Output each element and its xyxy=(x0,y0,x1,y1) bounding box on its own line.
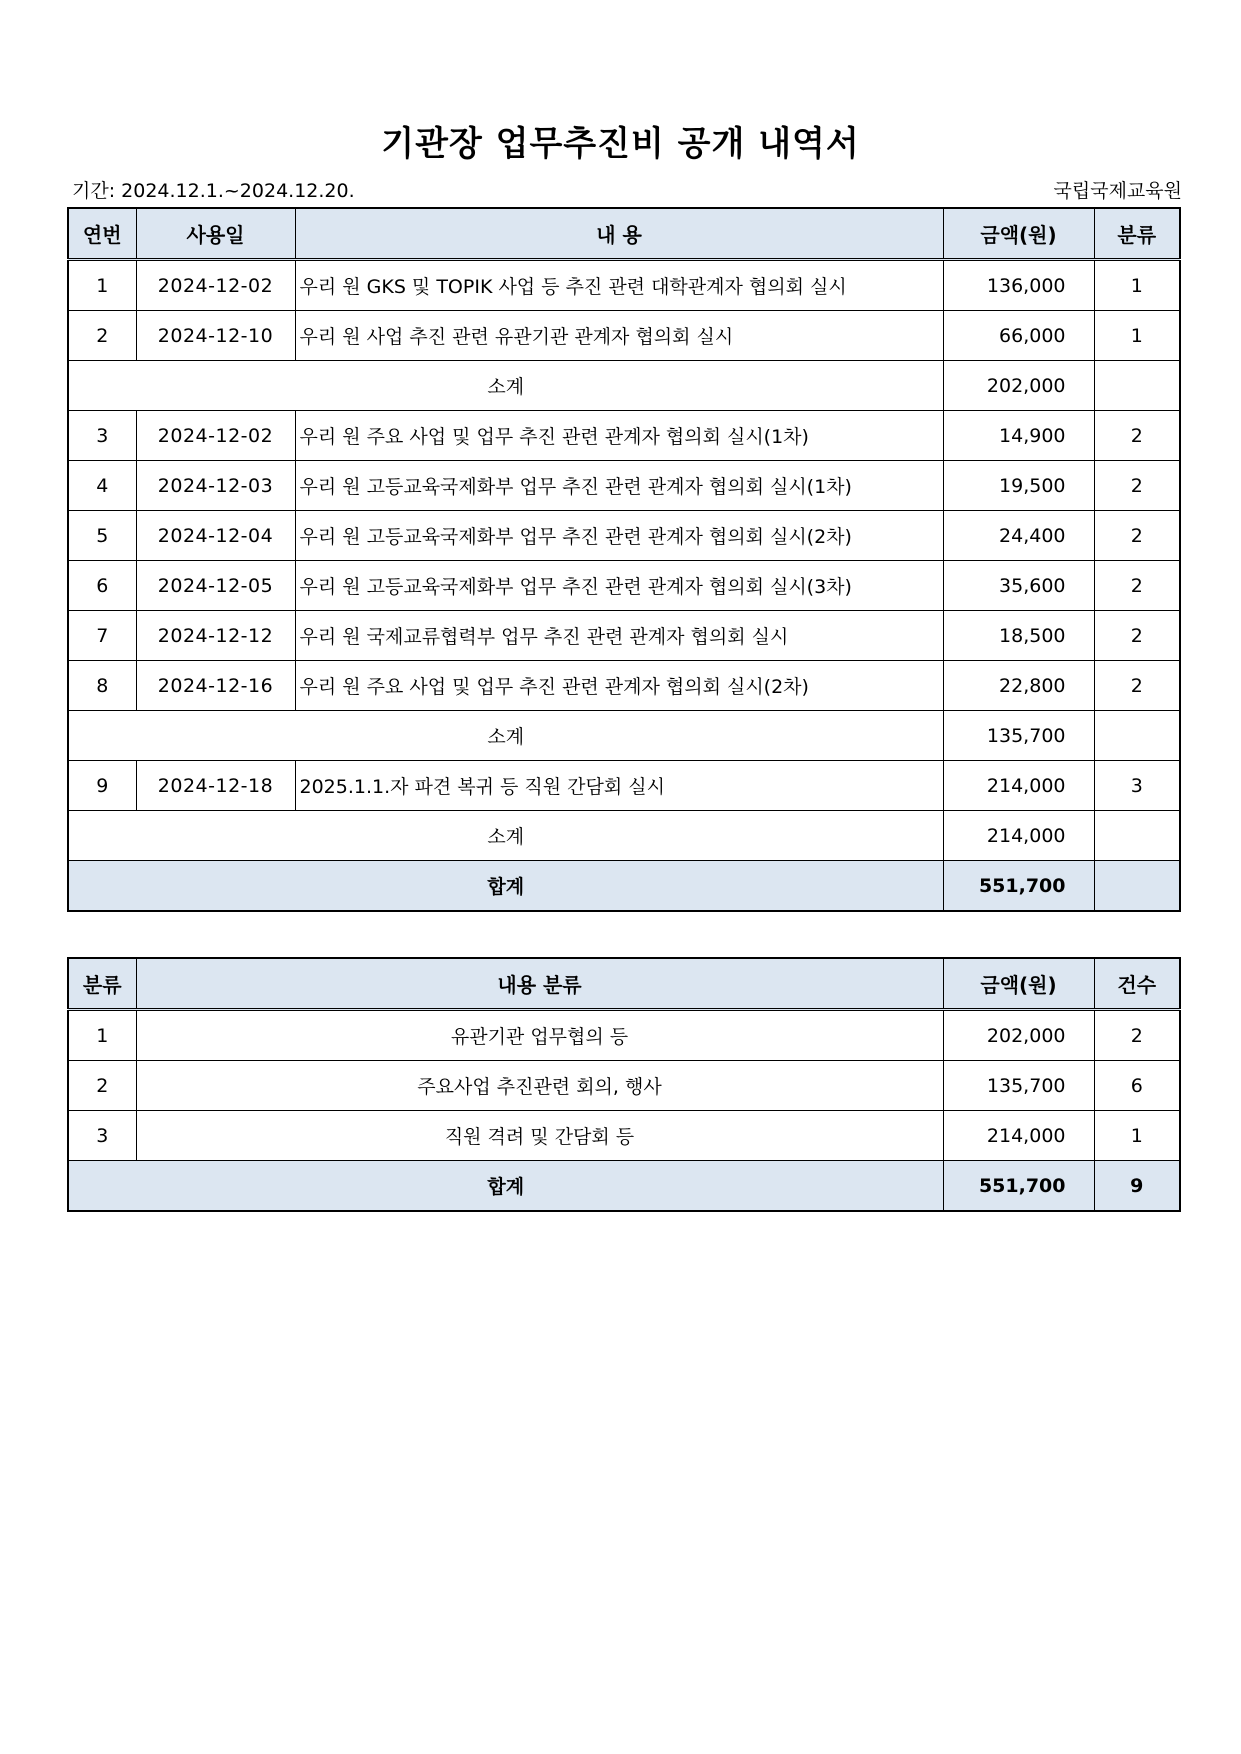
row-count: 6 xyxy=(1094,1061,1180,1111)
total-empty xyxy=(1094,861,1180,912)
row-amount: 22,800 xyxy=(943,661,1094,711)
row-date: 2024-12-10 xyxy=(136,311,295,361)
row-date: 2024-12-18 xyxy=(136,761,295,811)
row-category: 1 xyxy=(68,1010,136,1061)
page-title: 기관장 업무추진비 공개 내역서 xyxy=(381,124,860,164)
total-row xyxy=(68,861,1180,912)
subtotal-row xyxy=(68,361,1180,411)
row-date: 2024-12-16 xyxy=(136,661,295,711)
table-row xyxy=(68,260,1180,311)
total-amount: 551,700 xyxy=(943,1161,1094,1212)
row-no: 5 xyxy=(68,511,136,561)
table-row xyxy=(68,1111,1180,1161)
category-summary-table xyxy=(67,957,1181,1212)
row-category: 3 xyxy=(1094,761,1180,811)
table-row xyxy=(68,1061,1180,1111)
table-row xyxy=(68,761,1180,811)
row-content: 우리 원 주요 사업 및 업무 추진 관련 관계자 협의회 실시(1차) xyxy=(295,411,943,461)
row-count: 1 xyxy=(1094,1111,1180,1161)
row-category: 2 xyxy=(68,1061,136,1111)
row-category: 2 xyxy=(1094,611,1180,661)
row-category: 2 xyxy=(1094,561,1180,611)
header-amount: 금액(원) xyxy=(943,958,1094,1010)
table-row xyxy=(68,411,1180,461)
header-count: 건수 xyxy=(1094,958,1180,1010)
row-amount: 214,000 xyxy=(943,761,1094,811)
row-category: 2 xyxy=(1094,461,1180,511)
row-category: 2 xyxy=(1094,661,1180,711)
row-amount: 18,500 xyxy=(943,611,1094,661)
row-content: 우리 원 주요 사업 및 업무 추진 관련 관계자 협의회 실시(2차) xyxy=(295,661,943,711)
subtotal-amount: 214,000 xyxy=(943,811,1094,861)
row-content: 우리 원 사업 추진 관련 유관기관 관계자 협의회 실시 xyxy=(295,311,943,361)
subtotal-empty xyxy=(1094,711,1180,761)
table-header-row xyxy=(68,958,1180,1010)
row-content: 우리 원 고등교육국제화부 업무 추진 관련 관계자 협의회 실시(3차) xyxy=(295,561,943,611)
row-amount: 202,000 xyxy=(943,1010,1094,1061)
header-content: 내 용 xyxy=(295,208,943,260)
table-row xyxy=(68,611,1180,661)
row-amount: 19,500 xyxy=(943,461,1094,511)
subtotal-amount: 135,700 xyxy=(943,711,1094,761)
table-row xyxy=(68,661,1180,711)
row-content: 우리 원 고등교육국제화부 업무 추진 관련 관계자 협의회 실시(2차) xyxy=(295,511,943,561)
row-no: 6 xyxy=(68,561,136,611)
row-no: 7 xyxy=(68,611,136,661)
row-amount: 66,000 xyxy=(943,311,1094,361)
row-date: 2024-12-03 xyxy=(136,461,295,511)
header-category: 분류 xyxy=(68,958,136,1010)
row-no: 2 xyxy=(68,311,136,361)
header-date: 사용일 xyxy=(136,208,295,260)
header-description: 내용 분류 xyxy=(136,958,943,1010)
expense-detail-table xyxy=(67,207,1181,912)
total-label: 합계 xyxy=(68,861,943,912)
subtotal-empty xyxy=(1094,811,1180,861)
row-no: 8 xyxy=(68,661,136,711)
row-count: 2 xyxy=(1094,1010,1180,1061)
row-category: 2 xyxy=(1094,511,1180,561)
subtotal-row xyxy=(68,811,1180,861)
header-category: 분류 xyxy=(1094,208,1180,260)
organization-name: 국립국제교육원 xyxy=(1053,180,1182,202)
subtotal-empty xyxy=(1094,361,1180,411)
row-category: 1 xyxy=(1094,311,1180,361)
row-category: 3 xyxy=(68,1111,136,1161)
header-amount: 금액(원) xyxy=(943,208,1094,260)
table-row xyxy=(68,1010,1180,1061)
row-description: 유관기관 업무협의 등 xyxy=(136,1010,943,1061)
row-no: 3 xyxy=(68,411,136,461)
row-date: 2024-12-05 xyxy=(136,561,295,611)
row-no: 1 xyxy=(68,260,136,311)
row-amount: 24,400 xyxy=(943,511,1094,561)
subtotal-label: 소계 xyxy=(68,711,943,761)
total-row xyxy=(68,1161,1180,1212)
row-no: 4 xyxy=(68,461,136,511)
total-amount: 551,700 xyxy=(943,861,1094,912)
table-row xyxy=(68,561,1180,611)
row-description: 직원 격려 및 간담회 등 xyxy=(136,1111,943,1161)
row-content: 2025.1.1.자 파견 복귀 등 직원 간담회 실시 xyxy=(295,761,943,811)
subtotal-label: 소계 xyxy=(68,361,943,411)
row-content: 우리 원 고등교육국제화부 업무 추진 관련 관계자 협의회 실시(1차) xyxy=(295,461,943,511)
subtotal-label: 소계 xyxy=(68,811,943,861)
row-amount: 135,700 xyxy=(943,1061,1094,1111)
row-content: 우리 원 국제교류협력부 업무 추진 관련 관계자 협의회 실시 xyxy=(295,611,943,661)
row-date: 2024-12-02 xyxy=(136,260,295,311)
table-header-row xyxy=(68,208,1180,260)
row-no: 9 xyxy=(68,761,136,811)
row-date: 2024-12-04 xyxy=(136,511,295,561)
row-amount: 214,000 xyxy=(943,1111,1094,1161)
period-label: 기간: 2024.12.1.~2024.12.20. xyxy=(72,180,355,202)
header-no: 연번 xyxy=(68,208,136,260)
subtotal-amount: 202,000 xyxy=(943,361,1094,411)
row-category: 1 xyxy=(1094,260,1180,311)
row-date: 2024-12-02 xyxy=(136,411,295,461)
row-category: 2 xyxy=(1094,411,1180,461)
subtotal-row xyxy=(68,711,1180,761)
total-label: 합계 xyxy=(68,1161,943,1212)
table-row xyxy=(68,511,1180,561)
table-row xyxy=(68,461,1180,511)
row-amount: 14,900 xyxy=(943,411,1094,461)
table-row xyxy=(68,311,1180,361)
row-content: 우리 원 GKS 및 TOPIK 사업 등 추진 관련 대학관계자 협의회 실시 xyxy=(295,260,943,311)
row-amount: 136,000 xyxy=(943,260,1094,311)
row-description: 주요사업 추진관련 회의, 행사 xyxy=(136,1061,943,1111)
row-date: 2024-12-12 xyxy=(136,611,295,661)
total-count: 9 xyxy=(1094,1161,1180,1212)
row-amount: 35,600 xyxy=(943,561,1094,611)
